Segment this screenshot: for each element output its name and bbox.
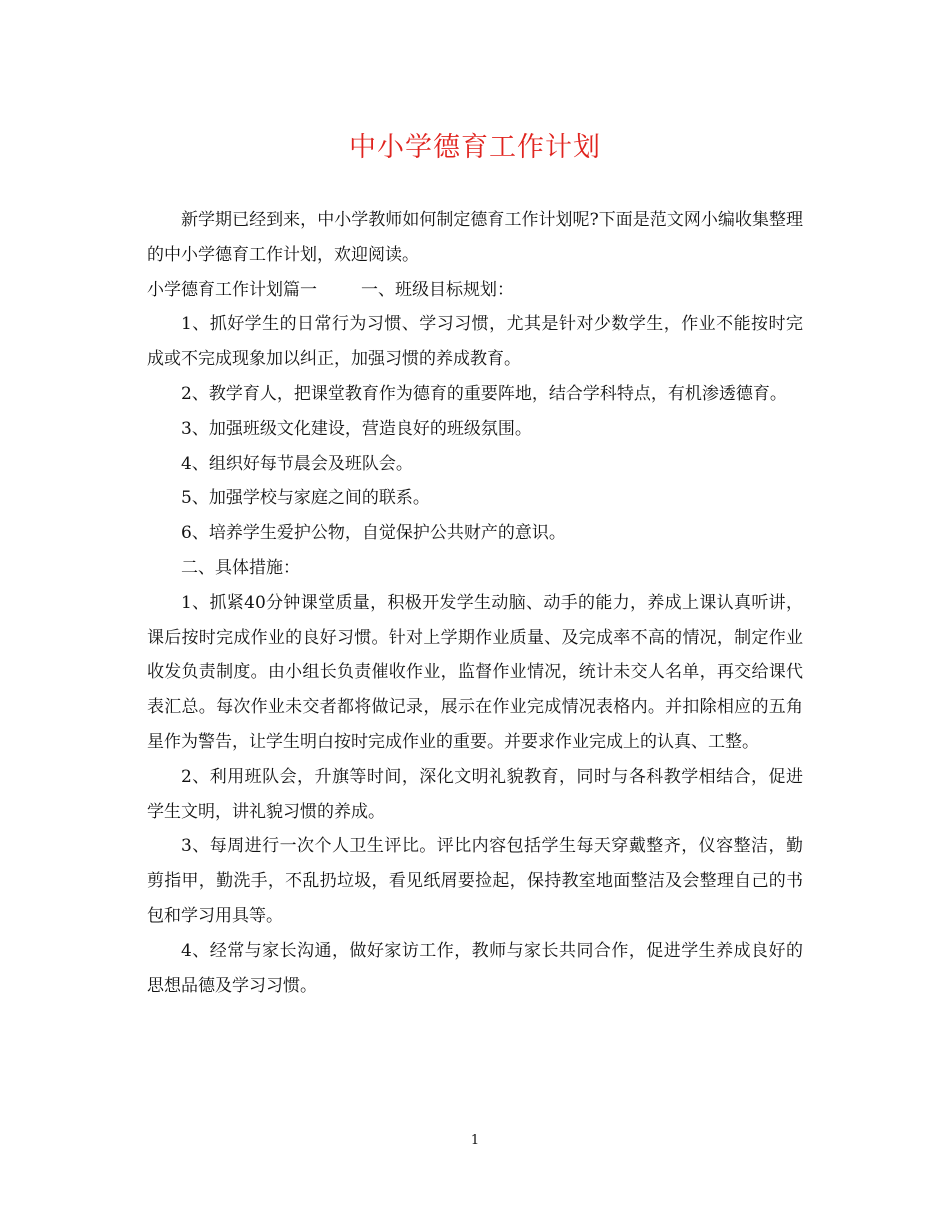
section-line [147, 273, 803, 308]
measure-item: 2、利用班队会，升旗等时间，深化文明礼貌教育，同时与各科教学相结合，促进学生文明，讲礼貌习惯的养成。 [147, 766, 803, 822]
goal-item: 4、组织好每节晨会及班队会。 [181, 453, 413, 474]
section-label: 小学德育工作计划篇一 [147, 279, 317, 300]
goal-item: 5、加强学校与家庭之间的联系。 [181, 488, 430, 509]
document-title: 中小学德育工作计划 [349, 132, 601, 163]
page-number: 1 [470, 1133, 480, 1148]
measure-item: 4、经常与家长沟通，做好家访工作，教师与家长共同合作，促进学生养成良好的思想品德及学习习惯。 [147, 940, 803, 996]
measure-item: 3、每周进行一次个人卫生评比。评比内容包括学生每天穿戴整齐，仪容整洁，勤剪指甲，勤洗手，不乱扔垃圾，看见纸屑要捡起，保持教室地面整洁及会整理自己的书包和学习用具等。 [147, 836, 803, 926]
document-body [147, 203, 803, 1003]
measures-heading: 二、具体措施： [181, 557, 300, 578]
goal-item: 1、抓好学生的日常行为习惯、学习习惯，尤其是针对少数学生，作业不能按时完成或不完成现象加以纠正，加强习惯的养成教育。 [147, 314, 803, 370]
goal-item: 2、教学育人，把课堂教育作为德育的重要阵地，结合学科特点，有机渗透德育。 [181, 383, 787, 404]
measure-item: 1、抓紧40分钟课堂质量，积极开发学生动脑、动手的能力，养成上课认真听讲，课后按时完成作业的良好习惯。针对上学期作业质量、及完成率不高的情况，制定作业收发负责制度。由小组长负责催收作业，监督作业情况，统计未交人名单，再交给课代表汇总。每次作业未交者都将做记录，展示在作业完成情况表格内。并扣除相应的五角星作为警告，让学生明白按时完成作业的重要。并要求作业完成上的认真、工整。 [147, 592, 803, 752]
intro-paragraph: 新学期已经到来，中小学教师如何制定德育工作计划呢?下面是范文网小编收集整理的中小学德育工作计划，欢迎阅读。 [147, 210, 803, 265]
goal-item: 6、培养学生爱护公物，自觉保护公共财产的意识。 [181, 523, 566, 544]
goals-heading: 一、班级目标规划： [361, 279, 514, 300]
goal-item: 3、加强班级文化建设，营造良好的班级氛围。 [181, 418, 532, 439]
